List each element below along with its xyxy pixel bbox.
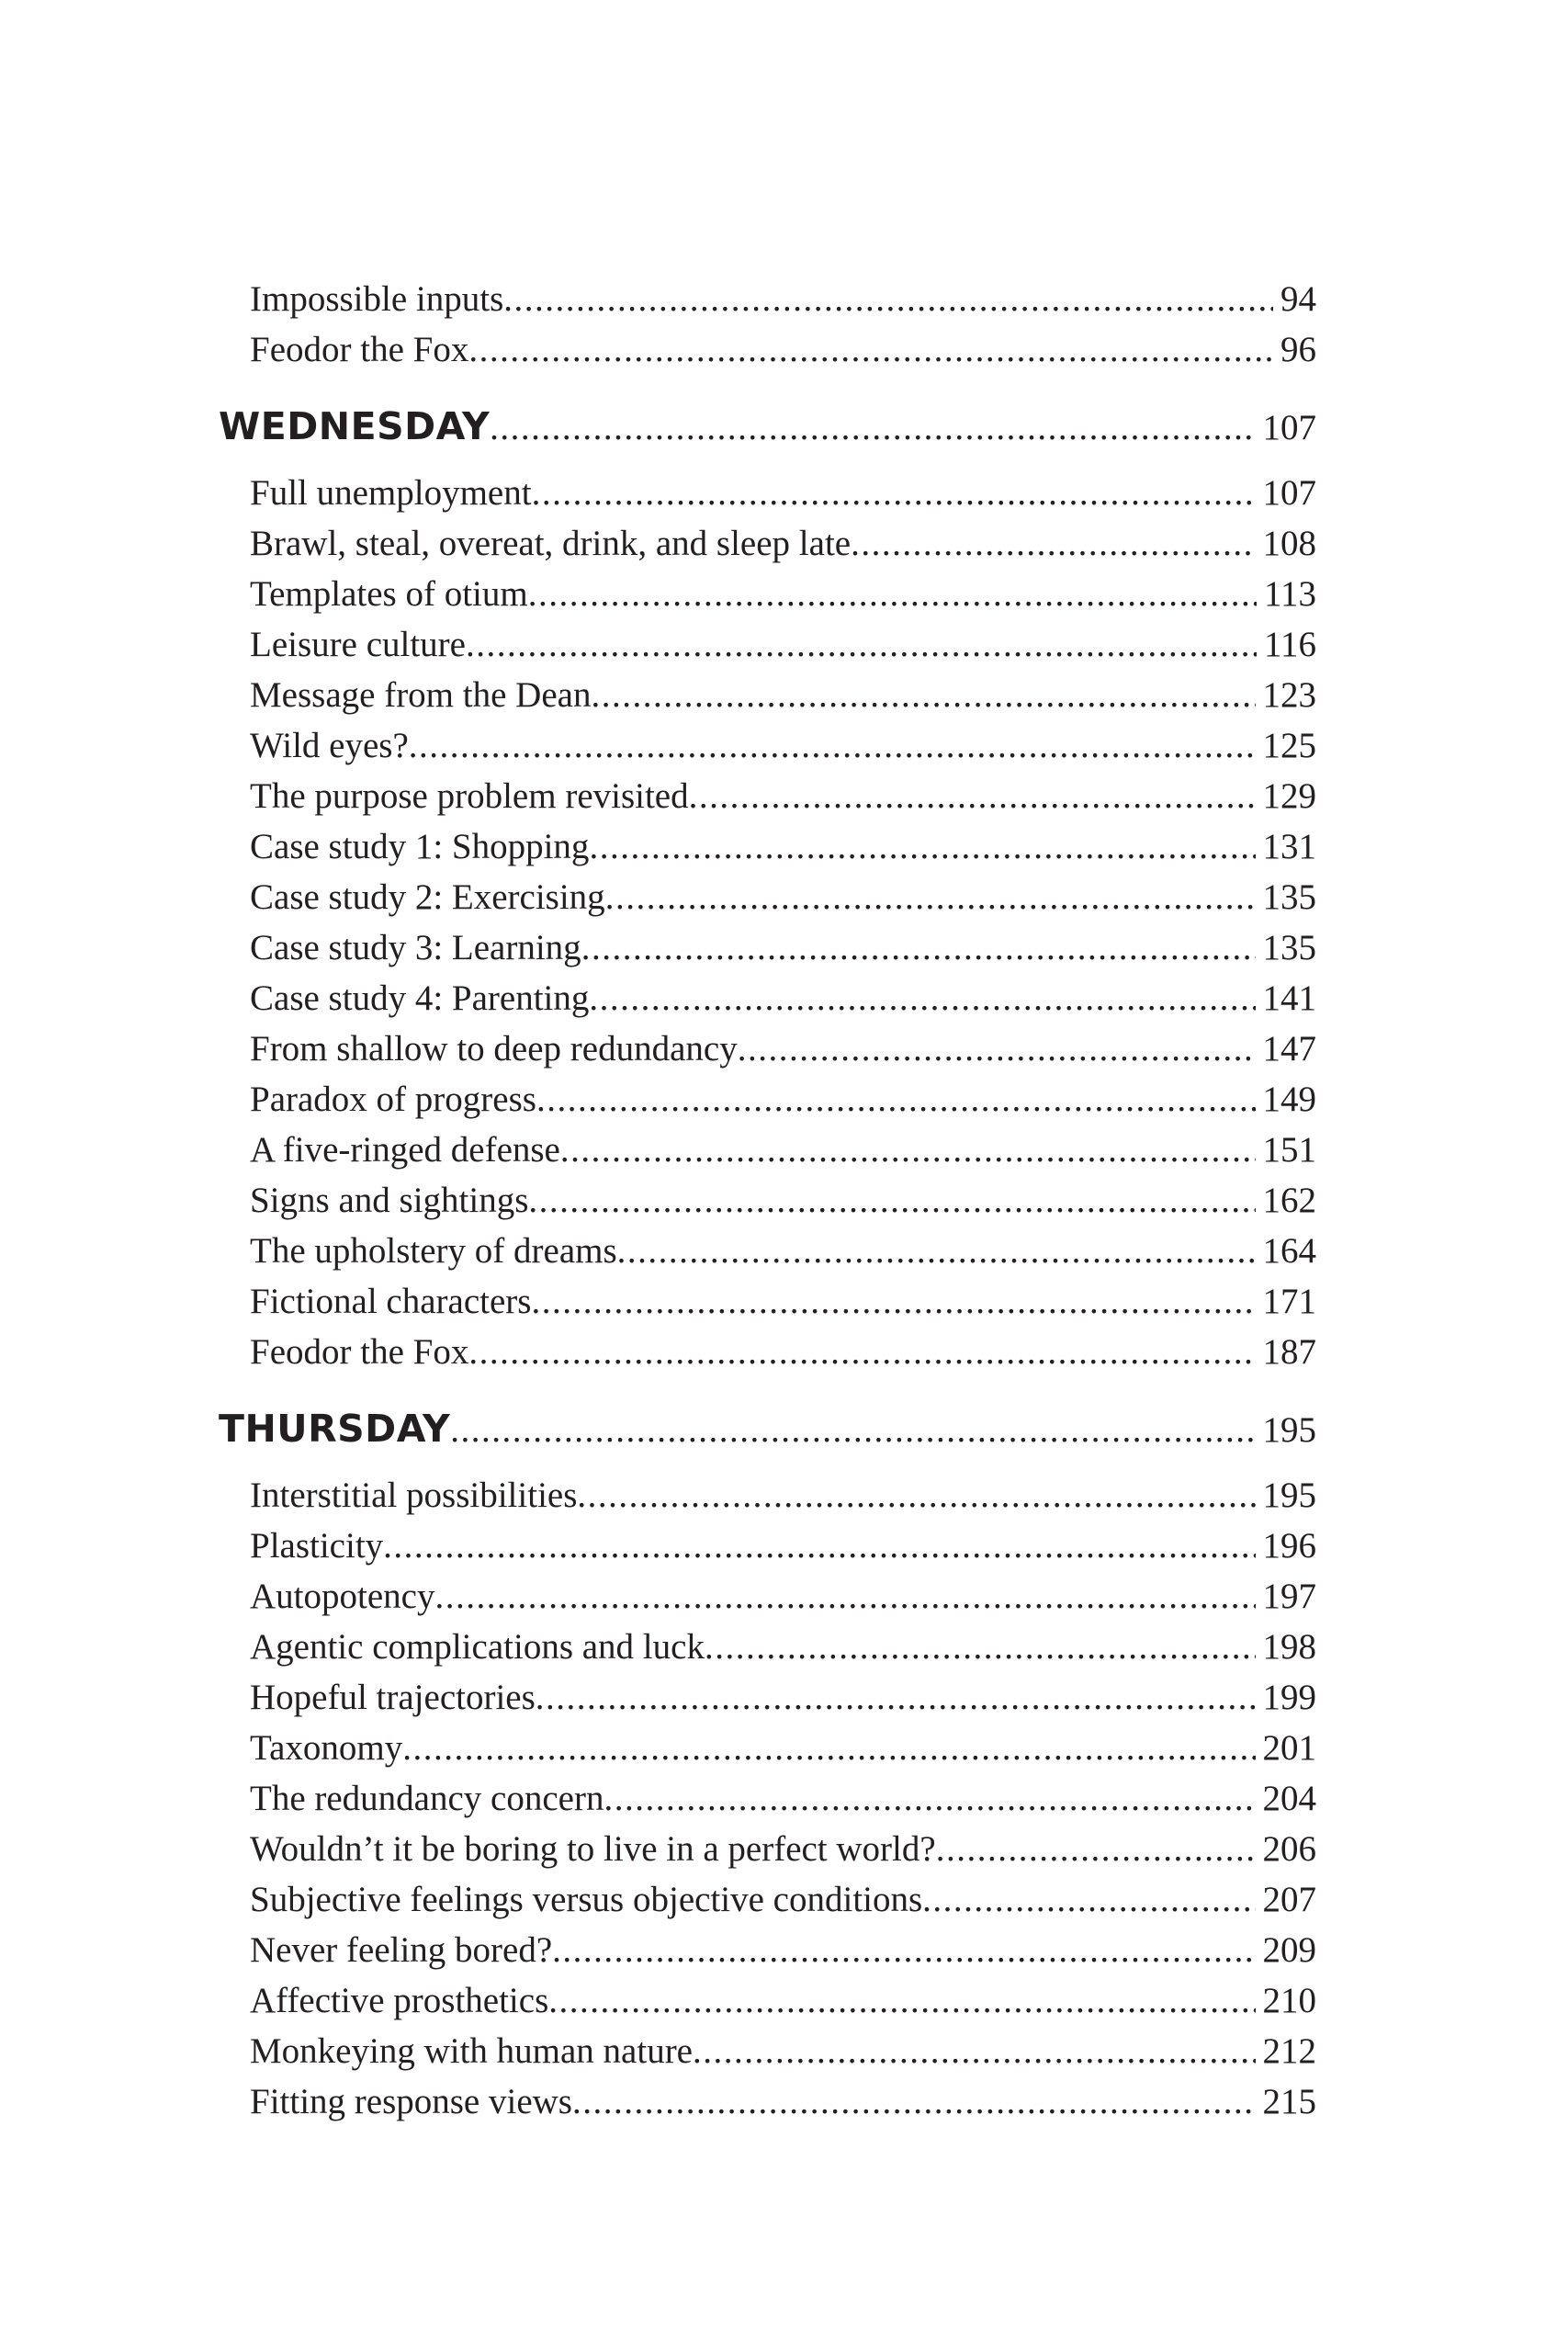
toc-entry	[219, 1276, 1316, 1327]
page-number: 123	[1262, 675, 1316, 715]
page-number: 107	[1262, 473, 1316, 513]
dot-leader	[503, 274, 1273, 324]
entry-title: Feodor the Fox	[250, 1332, 469, 1372]
page-number: 198	[1262, 1627, 1316, 1667]
entry-title: Paradox of progress	[250, 1080, 536, 1119]
page-number: 96	[1280, 330, 1316, 369]
page-number: 206	[1262, 1829, 1316, 1869]
toc-entry	[219, 771, 1316, 821]
toc-entry	[219, 720, 1316, 771]
section-title: THURSDAY	[219, 1407, 451, 1451]
dot-leader	[531, 1276, 1255, 1327]
entry-title: Never feeling bored?	[250, 1930, 553, 1970]
entry-title: Subjective feelings versus objective conditions	[250, 1880, 923, 1919]
toc-entry	[219, 821, 1316, 872]
toc-entry	[219, 274, 1316, 324]
toc-section-heading	[219, 401, 1316, 452]
toc-entry	[219, 922, 1316, 973]
page-number: 116	[1263, 625, 1316, 664]
entry-title: Signs and sightings	[250, 1181, 529, 1220]
toc-entry	[219, 1175, 1316, 1226]
page-number: 210	[1262, 1981, 1316, 2020]
entry-title: Leisure culture	[250, 625, 466, 664]
dot-leader	[589, 973, 1255, 1023]
dot-leader	[383, 1521, 1255, 1571]
toc-entry	[219, 2026, 1316, 2076]
entry-title: A five-ringed defense	[250, 1130, 560, 1170]
toc-entry	[219, 324, 1316, 375]
dot-leader	[528, 569, 1257, 619]
entry-title: Monkeying with human nature	[250, 2031, 693, 2071]
entry-title: Affective prosthetics	[250, 1981, 549, 2020]
dot-leader	[705, 1622, 1256, 1672]
dot-leader	[693, 2026, 1256, 2076]
dot-leader	[577, 1470, 1255, 1521]
dot-leader	[548, 1975, 1255, 2026]
page-number: 107	[1262, 408, 1316, 447]
dot-leader	[591, 670, 1255, 720]
page-number: 201	[1262, 1728, 1316, 1768]
page-number: 197	[1262, 1577, 1316, 1616]
entry-title: Plasticity	[250, 1526, 384, 1566]
toc-entry	[219, 1023, 1316, 1074]
entry-title: Wild eyes?	[250, 726, 409, 765]
dot-leader	[581, 922, 1256, 973]
dot-leader	[604, 1773, 1255, 1824]
toc-entry	[219, 1521, 1316, 1571]
dot-leader	[536, 1672, 1256, 1723]
page-number: 212	[1262, 2031, 1316, 2071]
dot-leader	[468, 1327, 1255, 1377]
toc-entry	[219, 1723, 1316, 1773]
toc-entry	[219, 2076, 1316, 2127]
page-number: 162	[1262, 1181, 1316, 1220]
toc-entry	[219, 1773, 1316, 1824]
dot-leader	[402, 1723, 1255, 1773]
page-number: 147	[1262, 1029, 1316, 1069]
entry-title: Interstitial possibilities	[250, 1476, 578, 1515]
page-number: 204	[1262, 1779, 1316, 1818]
page-number: 94	[1280, 279, 1316, 319]
entry-title: Case study 2: Exercising	[250, 877, 605, 917]
page-number: 125	[1262, 726, 1316, 765]
entry-title: Case study 4: Parenting	[250, 978, 590, 1018]
dot-leader	[560, 1125, 1256, 1175]
page-number: 141	[1262, 978, 1316, 1018]
entry-title: Full unemployment	[250, 473, 532, 513]
entry-title: Hopeful trajectories	[250, 1678, 536, 1717]
toc-entry	[219, 1125, 1316, 1175]
entry-title: Wouldn’t it be boring to live in a perfect world?	[250, 1829, 936, 1869]
page-number: 215	[1262, 2082, 1316, 2121]
page-number: 135	[1262, 877, 1316, 917]
page-number: 195	[1262, 1476, 1316, 1515]
toc-entry	[219, 1975, 1316, 2026]
dot-leader	[922, 1874, 1255, 1925]
page-number: 149	[1262, 1080, 1316, 1119]
page-number: 131	[1262, 827, 1316, 866]
page-number: 171	[1262, 1282, 1316, 1321]
entry-title: Impossible inputs	[250, 279, 504, 319]
dot-leader	[536, 1074, 1256, 1125]
entry-title: Fitting response views	[250, 2082, 572, 2121]
entry-title: Agentic complications and luck	[250, 1627, 705, 1667]
page-number: 207	[1262, 1880, 1316, 1919]
entry-title: Brawl, steal, overeat, drink, and sleep late	[250, 524, 852, 563]
page-number: 199	[1262, 1678, 1316, 1717]
dot-leader	[468, 324, 1273, 375]
toc-entry	[219, 1074, 1316, 1125]
dot-leader	[738, 1023, 1256, 1074]
toc-entry	[219, 1874, 1316, 1925]
toc-entry	[219, 1925, 1316, 1975]
dot-leader	[589, 821, 1255, 872]
entry-title: Taxonomy	[250, 1728, 403, 1768]
entry-title: Fictional characters	[250, 1282, 532, 1321]
page-number: 108	[1262, 524, 1316, 563]
toc-entry	[219, 872, 1316, 922]
dot-leader	[552, 1925, 1255, 1975]
entry-title: Autopotency	[250, 1577, 435, 1616]
page-number: 151	[1262, 1130, 1316, 1170]
dot-leader	[528, 1175, 1255, 1226]
entry-title: The purpose problem revisited	[250, 776, 689, 816]
dot-leader	[605, 872, 1256, 922]
section-title: WEDNESDAY	[219, 404, 491, 448]
toc-section-heading	[219, 1403, 1316, 1454]
dot-leader	[450, 1405, 1255, 1456]
page-number: 113	[1263, 574, 1316, 614]
dot-leader	[617, 1226, 1256, 1276]
entry-title: Case study 3: Learning	[250, 928, 581, 967]
page-number: 196	[1262, 1526, 1316, 1566]
page-number: 129	[1262, 776, 1316, 816]
dot-leader	[572, 2076, 1256, 2127]
toc-entry	[219, 468, 1316, 518]
toc-entry	[219, 1226, 1316, 1276]
entry-title: Feodor the Fox	[250, 330, 469, 369]
entry-title: From shallow to deep redundancy	[250, 1029, 738, 1069]
dot-leader	[490, 402, 1255, 454]
toc-entry	[219, 1824, 1316, 1874]
entry-title: Case study 1: Shopping	[250, 827, 590, 866]
page-number: 135	[1262, 928, 1316, 967]
toc-entry	[219, 1672, 1316, 1723]
dot-leader	[851, 518, 1255, 569]
entry-title: Templates of otium	[250, 574, 528, 614]
entry-title: Message from the Dean	[250, 675, 592, 715]
toc-entry	[219, 1327, 1316, 1377]
toc-entry	[219, 619, 1316, 670]
toc-entry	[219, 518, 1316, 569]
dot-leader	[434, 1571, 1255, 1622]
toc-entry	[219, 569, 1316, 619]
toc-entry	[219, 1571, 1316, 1622]
toc-entry	[219, 1622, 1316, 1672]
table-of-contents	[219, 274, 1316, 2127]
page-number: 164	[1262, 1231, 1316, 1271]
page-number: 209	[1262, 1930, 1316, 1970]
toc-entry	[219, 973, 1316, 1023]
page-number: 195	[1262, 1410, 1316, 1450]
toc-entry	[219, 1470, 1316, 1521]
dot-leader	[689, 771, 1256, 821]
page-number: 187	[1262, 1332, 1316, 1372]
dot-leader	[409, 720, 1256, 771]
dot-leader	[936, 1824, 1256, 1874]
toc-entry	[219, 670, 1316, 720]
dot-leader	[532, 468, 1256, 518]
entry-title: The redundancy concern	[250, 1779, 604, 1818]
entry-title: The upholstery of dreams	[250, 1231, 617, 1271]
dot-leader	[466, 619, 1257, 670]
